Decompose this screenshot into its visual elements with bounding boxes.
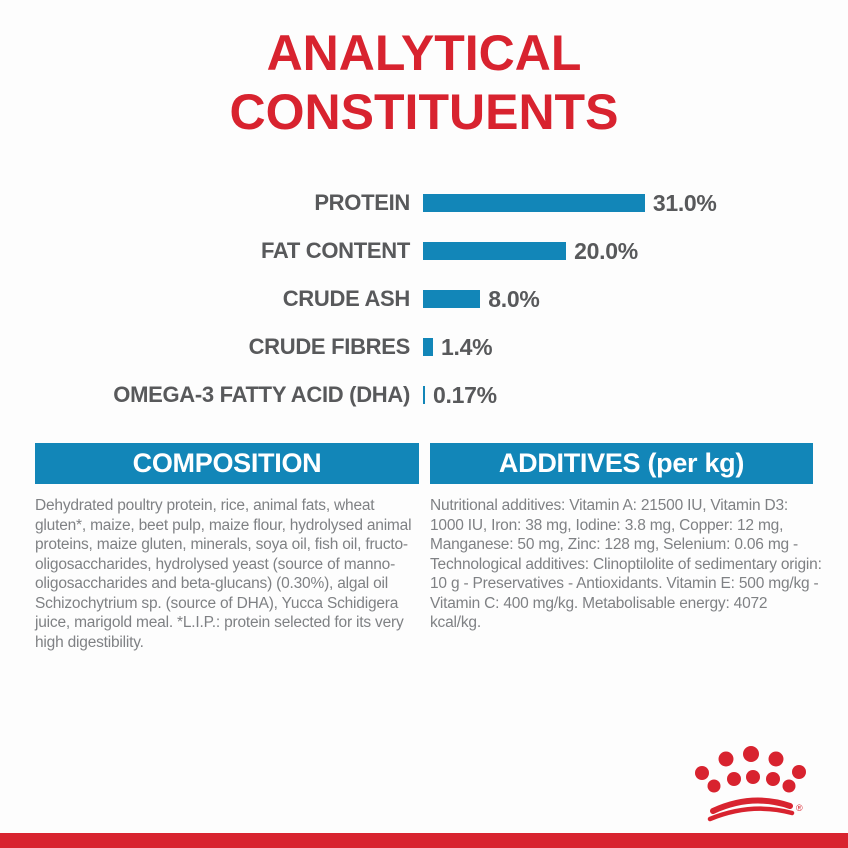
- composition-header-label: COMPOSITION: [132, 448, 322, 478]
- bar: [423, 242, 566, 260]
- bar-track: [423, 190, 717, 217]
- bar: [423, 290, 480, 308]
- bottom-red-stripe: [0, 833, 848, 848]
- page-title-line1: ANALYTICAL: [266, 25, 582, 81]
- bar-row: [0, 323, 848, 371]
- bar: [423, 386, 425, 404]
- registered-trademark: ®: [796, 803, 803, 813]
- bar-value: 31.0%: [652, 189, 717, 216]
- bar-row: [0, 371, 848, 419]
- bar-track: [423, 334, 492, 361]
- bar-row: [0, 275, 848, 323]
- bar-label: CRUDE ASH: [282, 286, 410, 311]
- analytical-bar-chart: [0, 179, 848, 419]
- additives-text: Nutritional additives: Vitamin A: 21500 IU, Vitamin D3: 1000 IU, Iron: 38 mg, Iodine: 3.8 mg, Copper: 12 mg, Manganese: 50 mg, Zinc: 128 mg, Selenium: 0.06 mg - Technological additives: Clinoptilolite of sedimentary origin: 10 g - Preservatives - Antioxidants. Vitamin E: 500 mg/kg - Vitamin C: 400 mg/kg. Metabolisable energy: 4072 kcal/kg.: [430, 497, 822, 631]
- bar-value: 8.0%: [488, 285, 540, 312]
- additives-header-label: ADDITIVES (per kg): [498, 448, 745, 478]
- royal-canin-crown-logo: [693, 745, 830, 833]
- page-title: [0, 24, 848, 142]
- bar-value: 0.17%: [433, 381, 497, 408]
- bar-track: [423, 238, 638, 265]
- bar-row: [0, 227, 848, 275]
- bar-label: FAT CONTENT: [260, 238, 410, 263]
- bar-label: CRUDE FIBRES: [248, 334, 410, 359]
- additives-header: [430, 443, 813, 484]
- composition-text: Dehydrated poultry protein, rice, animal fats, wheat gluten*, maize, beet pulp, maize flour, hydrolysed animal proteins, maize gluten, minerals, soya oil, fish oil, fructo-oligosaccharides, hydrolysed yeast (source of manno-oligosaccharides and beta-glucans) (0.30%), algal oil Schizochytrium sp. (source of DHA), Yucca Schidigera juice, marigold meal. *L.I.P.: protein selected for its very high digestibility.: [35, 497, 412, 651]
- bar-label: OMEGA-3 FATTY ACID (DHA): [113, 382, 410, 407]
- bar-label: PROTEIN: [314, 190, 410, 215]
- bar-track: [423, 286, 539, 313]
- bar-value: 20.0%: [574, 237, 638, 264]
- crown-dots: [695, 746, 806, 793]
- bar-track: [423, 382, 497, 409]
- bar-value: 1.4%: [441, 333, 493, 360]
- page-title-line2: CONSTITUENTS: [229, 84, 619, 140]
- composition-header: [35, 443, 419, 484]
- bar-row: [0, 179, 848, 227]
- crown-swoosh: [710, 801, 792, 819]
- bar: [423, 194, 645, 212]
- bar: [423, 338, 433, 356]
